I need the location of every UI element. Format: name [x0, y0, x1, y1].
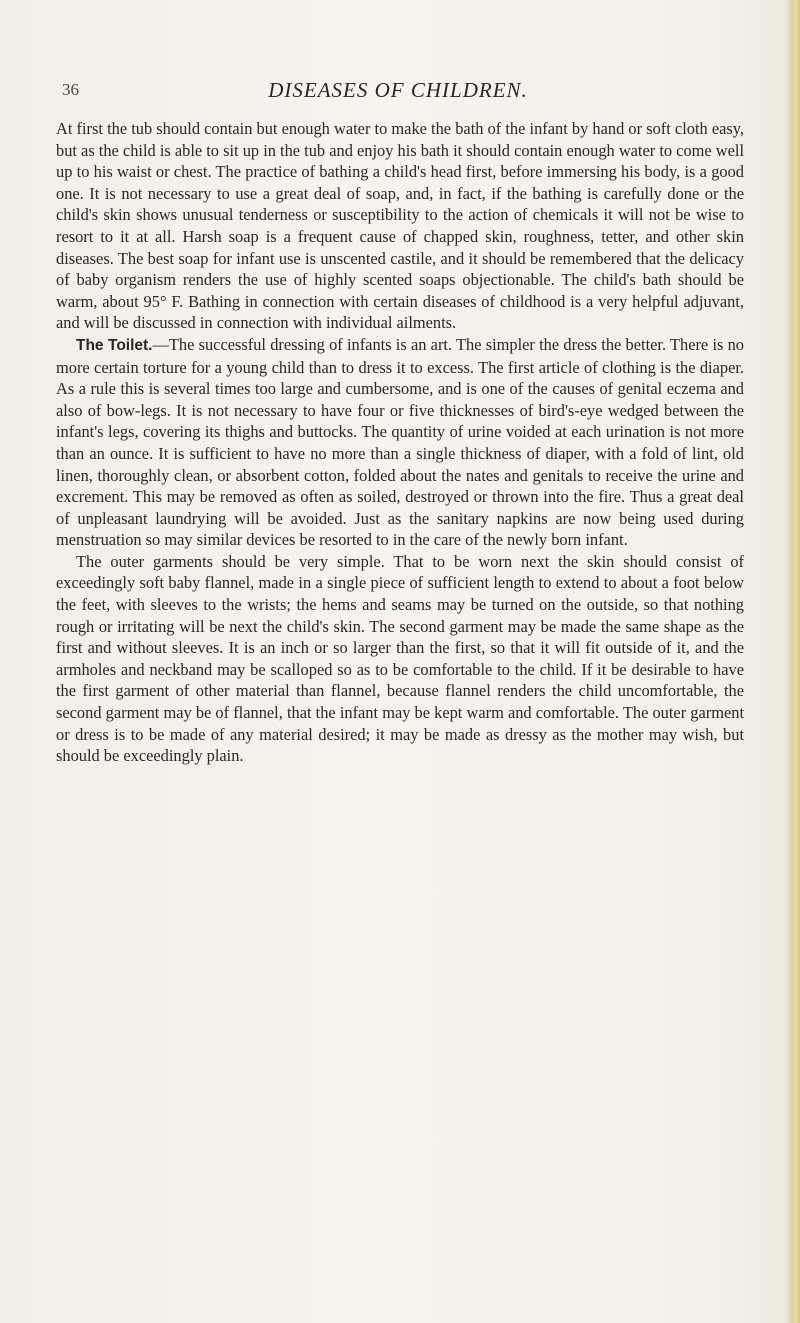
paragraph-text: At first the tub should contain but enough water to make the bath of the infant by hand or soft cloth easy, but as the child is able to sit up in the tub and enjoy his bath it should contain enough water to come well up to his waist or chest. The practice of bathing a child's head first, before immersing his body, is a good one. It is not necessary to use a great deal of soap, and, in fact, if the bathing is carefully done or the child's skin shows unusual tenderness or susceptibility to the action of chemicals it will not be wise to resort to it at all. Harsh soap is a frequent cause of chapped skin, roughness, tetter, and other skin diseases. The best soap for infant use is unscented castile, and it should be remembered that the delicacy of baby organism renders the use of highly scented soaps objectionable. The child's bath should be warm, about 95° F. Bathing in connection with certain diseases of childhood is a very helpful adjuvant, and will be discussed in connection with individual ailments. — [56, 119, 744, 333]
paragraph-toilet — [56, 334, 744, 551]
running-title: DISEASES OF CHILDREN. — [268, 78, 528, 102]
page-edge — [786, 0, 800, 1323]
page-number: 36 — [62, 80, 79, 99]
paragraph-garments — [56, 551, 744, 767]
section-heading: The Toilet. — [76, 336, 153, 354]
page-header — [48, 78, 748, 108]
paragraph-text: The outer garments should be very simple. That to be worn next the skin should consist of exceedingly soft baby flannel, made in a single piece of sufficient length to extend to about a foot below the feet, with sleeves to the wrists; the hems and seams may be turned on the outside, so that nothing rough or irritating will be next the child's skin. The second garment may be made the same shape as the first and without sleeves. It is an inch or so larger than the first, so that it will fit outside of it, and the armholes and neckband may be scalloped so as to be comfortable to the child. If it be desirable to have the first garment of other material than flannel, because flannel renders the child uncomfortable, the second garment may be of flannel, that the infant may be kept warm and comfortable. The outer garment or dress is to be made of any material desired; it may be made as dressy as the mother may wish, but should be exceedingly plain. — [56, 551, 744, 766]
paragraph-text: —The successful dressing of infants is an art. The simpler the dress the better. There is no more certain torture for a young child than to dress it to excess. The first article of clothing is the diaper. As a rule this is several times too large and cumbersome, and is one of the causes of genital eczema and also of bow-legs. It is not necessary to have four or five thicknesses of bird's-eye wedged between the infant's legs, covering its thighs and buttocks. The quantity of urine voided at each urination is not more than an ounce. It is sufficient to have no more than a single thickness of diaper, with a fold of lint, old linen, thoroughly clean, or absorbent cotton, folded about the nates and genitals to receive the urine and excrement. This may be removed as often as soiled, destroyed or thrown into the fire. Thus a great deal of unpleasant laundrying will be avoided. Just as the sanitary napkins are now being used during menstruation so may similar devices be resorted to in the care of the newly born infant. — [56, 334, 745, 550]
paragraph-bathing — [56, 118, 744, 334]
body-text — [56, 118, 744, 767]
